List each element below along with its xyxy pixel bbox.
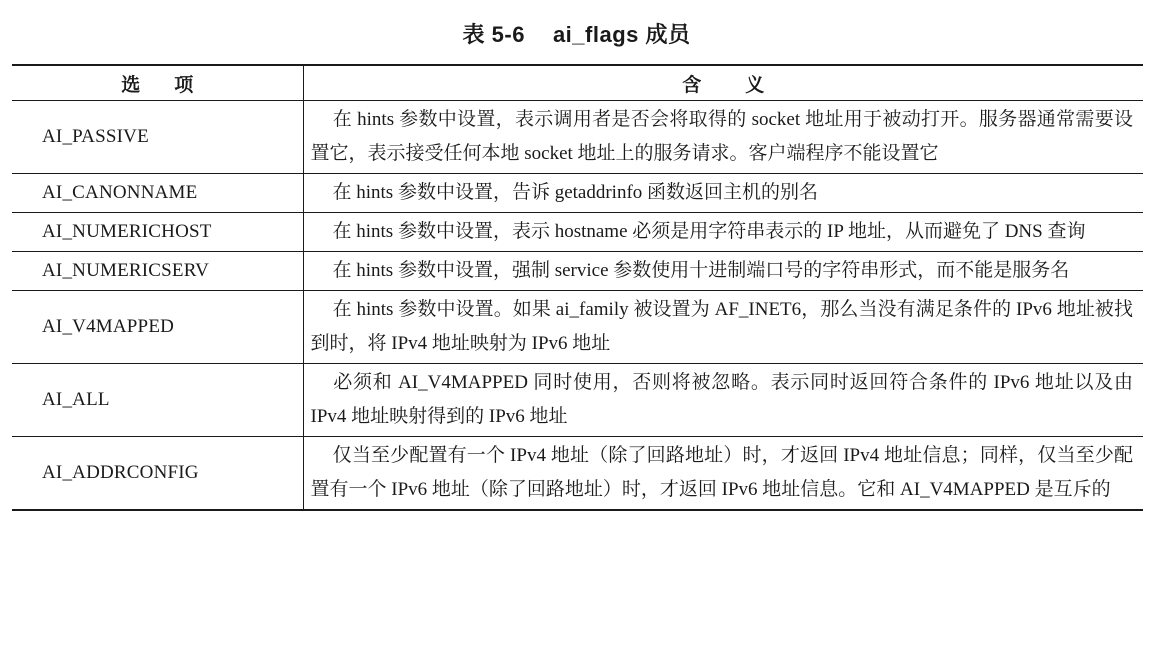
- option-cell: AI_NUMERICHOST: [12, 213, 303, 252]
- header-option: 选项: [12, 65, 303, 101]
- table-row: [12, 101, 1143, 174]
- option-cell: AI_ADDRCONFIG: [12, 437, 303, 511]
- table-row: [12, 213, 1143, 252]
- meaning-text: 在 hints 参数中设置，表示调用者是否会将取得的 socket 地址用于被动打开。服务器通常需要设置它，表示接受任何本地 socket 地址上的服务请求。客户端程序不能设置它: [310, 109, 1133, 164]
- table-row: [12, 364, 1143, 437]
- table-row: [12, 291, 1143, 364]
- meaning-text: 在 hints 参数中设置，表示 hostname 必须是用字符串表示的 IP 地址，从而避免了 DNS 查询: [332, 221, 1086, 242]
- option-cell: AI_ALL: [12, 364, 303, 437]
- meaning-text: 在 hints 参数中设置，强制 service 参数使用十进制端口号的字符串形式，而不能是服务名: [332, 260, 1070, 281]
- meaning-text: 必须和 AI_V4MAPPED 同时使用，否则将被忽略。表示同时返回符合条件的 IPv6 地址以及由 IPv4 地址映射得到的 IPv6 地址: [310, 372, 1133, 427]
- option-cell: AI_CANONNAME: [12, 174, 303, 213]
- table-header-row: [12, 65, 1143, 101]
- meaning-cell: [303, 437, 1143, 511]
- meaning-cell: [303, 213, 1143, 252]
- meaning-cell: [303, 364, 1143, 437]
- option-cell: AI_V4MAPPED: [12, 291, 303, 364]
- option-cell: AI_NUMERICSERV: [12, 252, 303, 291]
- meaning-text: 仅当至少配置有一个 IPv4 地址（除了回路地址）时，才返回 IPv4 地址信息；同样，仅当至少配置有一个 IPv6 地址（除了回路地址）时，才返回 IPv6 地址信息。它和 AI_V4MAPPED 是互斥的: [310, 445, 1133, 500]
- meaning-text: 在 hints 参数中设置。如果 ai_family 被设置为 AF_INET6，那么当没有满足条件的 IPv6 地址被找到时，将 IPv4 地址映射为 IPv6 地址: [310, 299, 1133, 354]
- header-meaning: 含义: [303, 65, 1143, 101]
- meaning-cell: [303, 252, 1143, 291]
- ai-flags-table: [12, 64, 1143, 511]
- meaning-text: 在 hints 参数中设置，告诉 getaddrinfo 函数返回主机的别名: [332, 182, 819, 203]
- meaning-cell: [303, 291, 1143, 364]
- table-row: [12, 174, 1143, 213]
- table-row: [12, 437, 1143, 511]
- option-cell: AI_PASSIVE: [12, 101, 303, 174]
- table-row: [12, 252, 1143, 291]
- table-title: ai_flags 成员: [552, 22, 691, 47]
- meaning-cell: [303, 174, 1143, 213]
- meaning-cell: [303, 101, 1143, 174]
- table-number: 表 5-6: [462, 22, 525, 47]
- table-caption: [0, 18, 1153, 49]
